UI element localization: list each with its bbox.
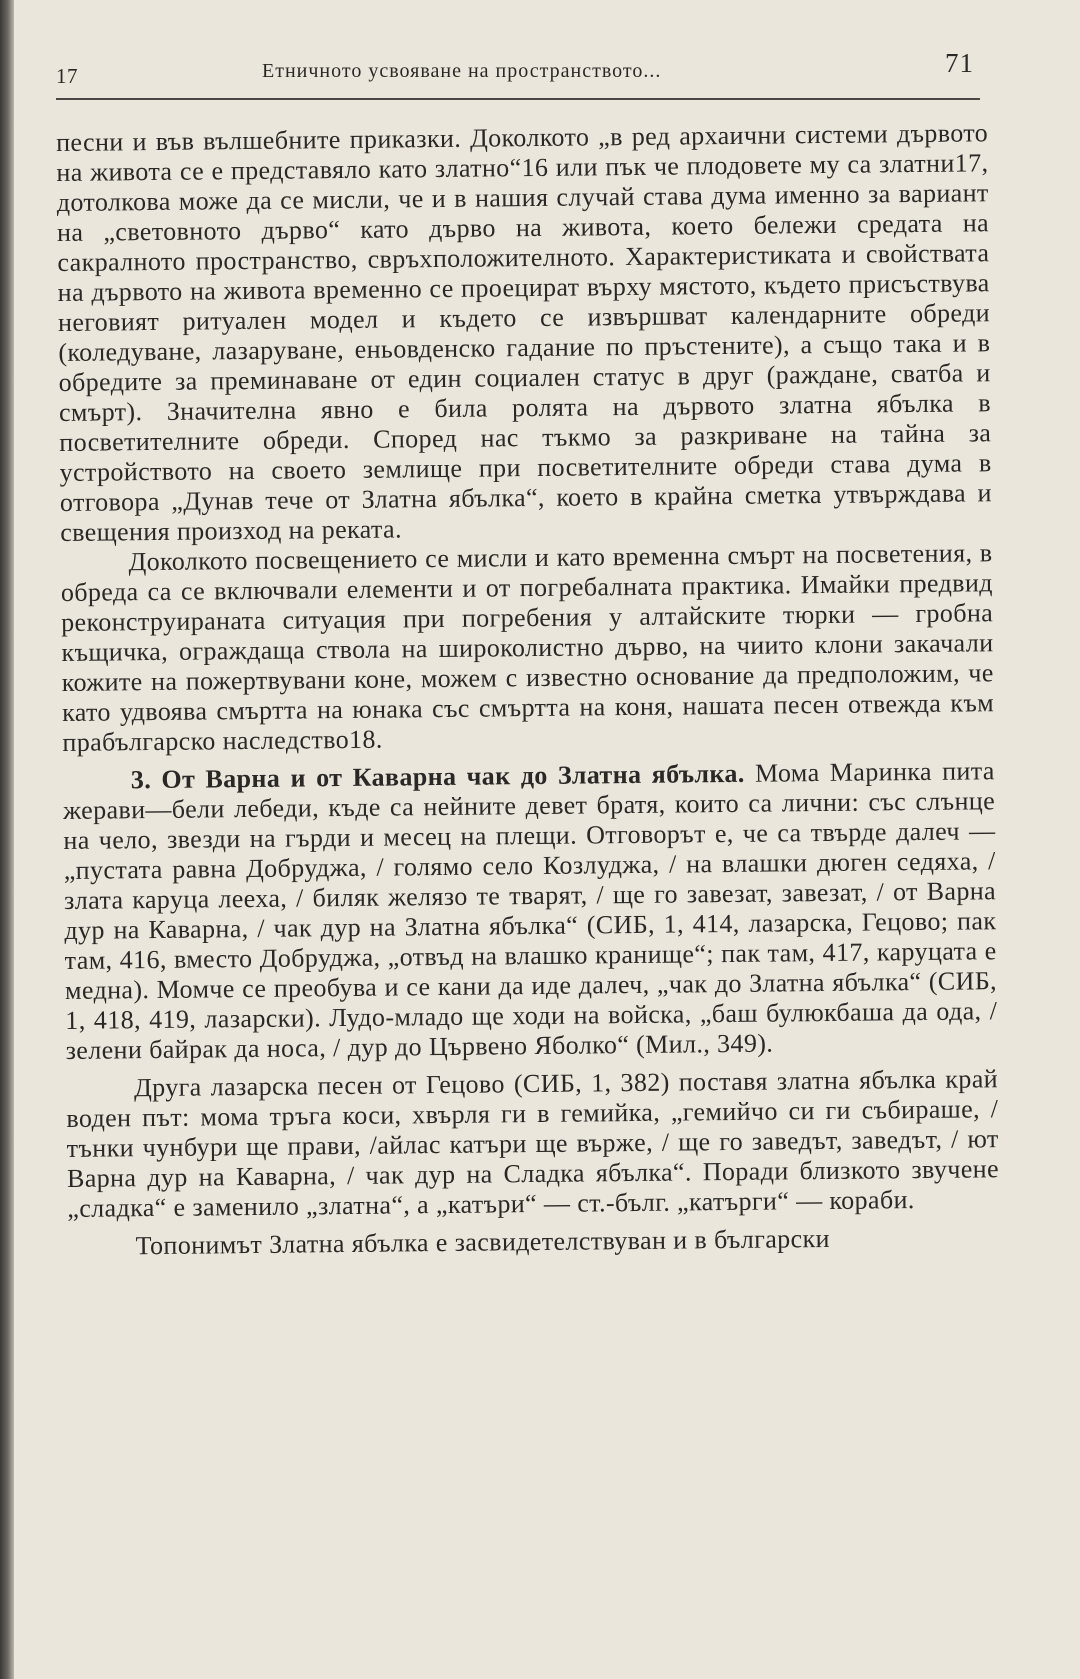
paragraph-1: песни и във вълшебните приказки. Доколкото „в ред архаични системи дървото на живота се е представяло като златно“16 или пък че плодовете му са златни17, дотолкова може да се мисли, че и в нашия случай става дума именно за вариант на „световното дърво“ като дърво на живота, което бележи средата на сакралното пространство, свръхположителното. Характеристиката и свойствата на дървото на живота временно се проецират върху мястото, където присъствува неговият ритуален модел и където се извършват календарните обреди (коледуване, лазаруване, еньовденско гадание по пръстените), а също така и в обредите за преминаване от един социален статус в друг (раждане, сватба и смърт). Значителна явно е била ролята на дървото златна ябълка в посветителните обреди. Според нас тъкмо за разкриване на тайна за устройството на своето землище при посветителните обреди става дума в отговора „Дунав тече от Златна ябълка“, което в крайна сметка утвърждава и свещения произход на реката. [56, 118, 993, 547]
header-rule [56, 98, 980, 100]
running-title: Етничното усвояване на пространството... [262, 60, 662, 82]
body-text [56, 118, 1000, 1262]
section-3-text: Момa Маринка пита жерави—бели лебеди, къде са нейните девет братя, които са лични: със слънце на чело, звезди на гърди и месец на плещи. Отговорът е, че са твърде далеч — „пустата равна Добруджа, / голямо село Козлуджа, / на влашки дюген седяха, / злата каруца лееха, / биляк желязо те тварят, / ще го завезат, завезат, / от Варна дур на Каварна, / чак дур на Златна ябълка“ (СИБ, 1, 414, лазарска, Гецово; пак там, 416, вместо Добруджа, „отвъд на влашко кранище“; пак там, 417, каруцата е медна). Момче се преобува и се кани да иде далеч, „чак до Златна ябълка“ (СИБ, 1, 418, 419, лазарски). Лудо-младо ще ходи на войска, „баш булюкбаша да ода, / зелени байрак да носа, / дур до Цървено Яболко“ (Мил., 349). [62, 756, 998, 1065]
paragraph-5: Топонимът Златна ябълка е засвидетелствуван и в български [135, 1223, 831, 1261]
paragraph-4: Друга лазарска песен от Гецово (СИБ, 1, 382) поставя златна ябълка край воден път: мома тръга коси, хвърля ги в гемийка, „гемийчо си ги събираше, / тънки чунбури ще прави, /айлас катъри ще вържe, / ще го заведът, заведът, / ют Варна дур на Каварна, / чак дур на Сладка ябълка“. Поради близкото звучене „сладка“ е заменило „златна“, а „катъри“ — ст.-бълг. „катърги“ — кораби. [66, 1064, 1000, 1223]
left-page-number: 17 [56, 64, 78, 88]
book-spine-shadow [0, 0, 14, 1679]
section-title: От Варна и от Каварна чак до Златна ябълка. [161, 758, 745, 794]
page-header [56, 48, 980, 98]
section-3-paragraph [63, 756, 998, 1066]
paragraph-2: Доколкото посвещението се мисли и като временна смърт на посветения, в обреда са се включвали елементи и от погребалната практика. Имайки предвид реконструираната ситуация при погребения у алтайските тюрки — гробна къщичка, ограждаща ствола на широколистно дърво, на чиито клони закачали кожите на пожертвувани коне, можем с известно основание да предположим, че като удвоява смъртта на юнака със смъртта на коня, нашата песен отвежда към прабългарско наследство18. [60, 538, 995, 757]
page-number: 71 [945, 48, 974, 78]
section-number: 3. [130, 765, 152, 795]
